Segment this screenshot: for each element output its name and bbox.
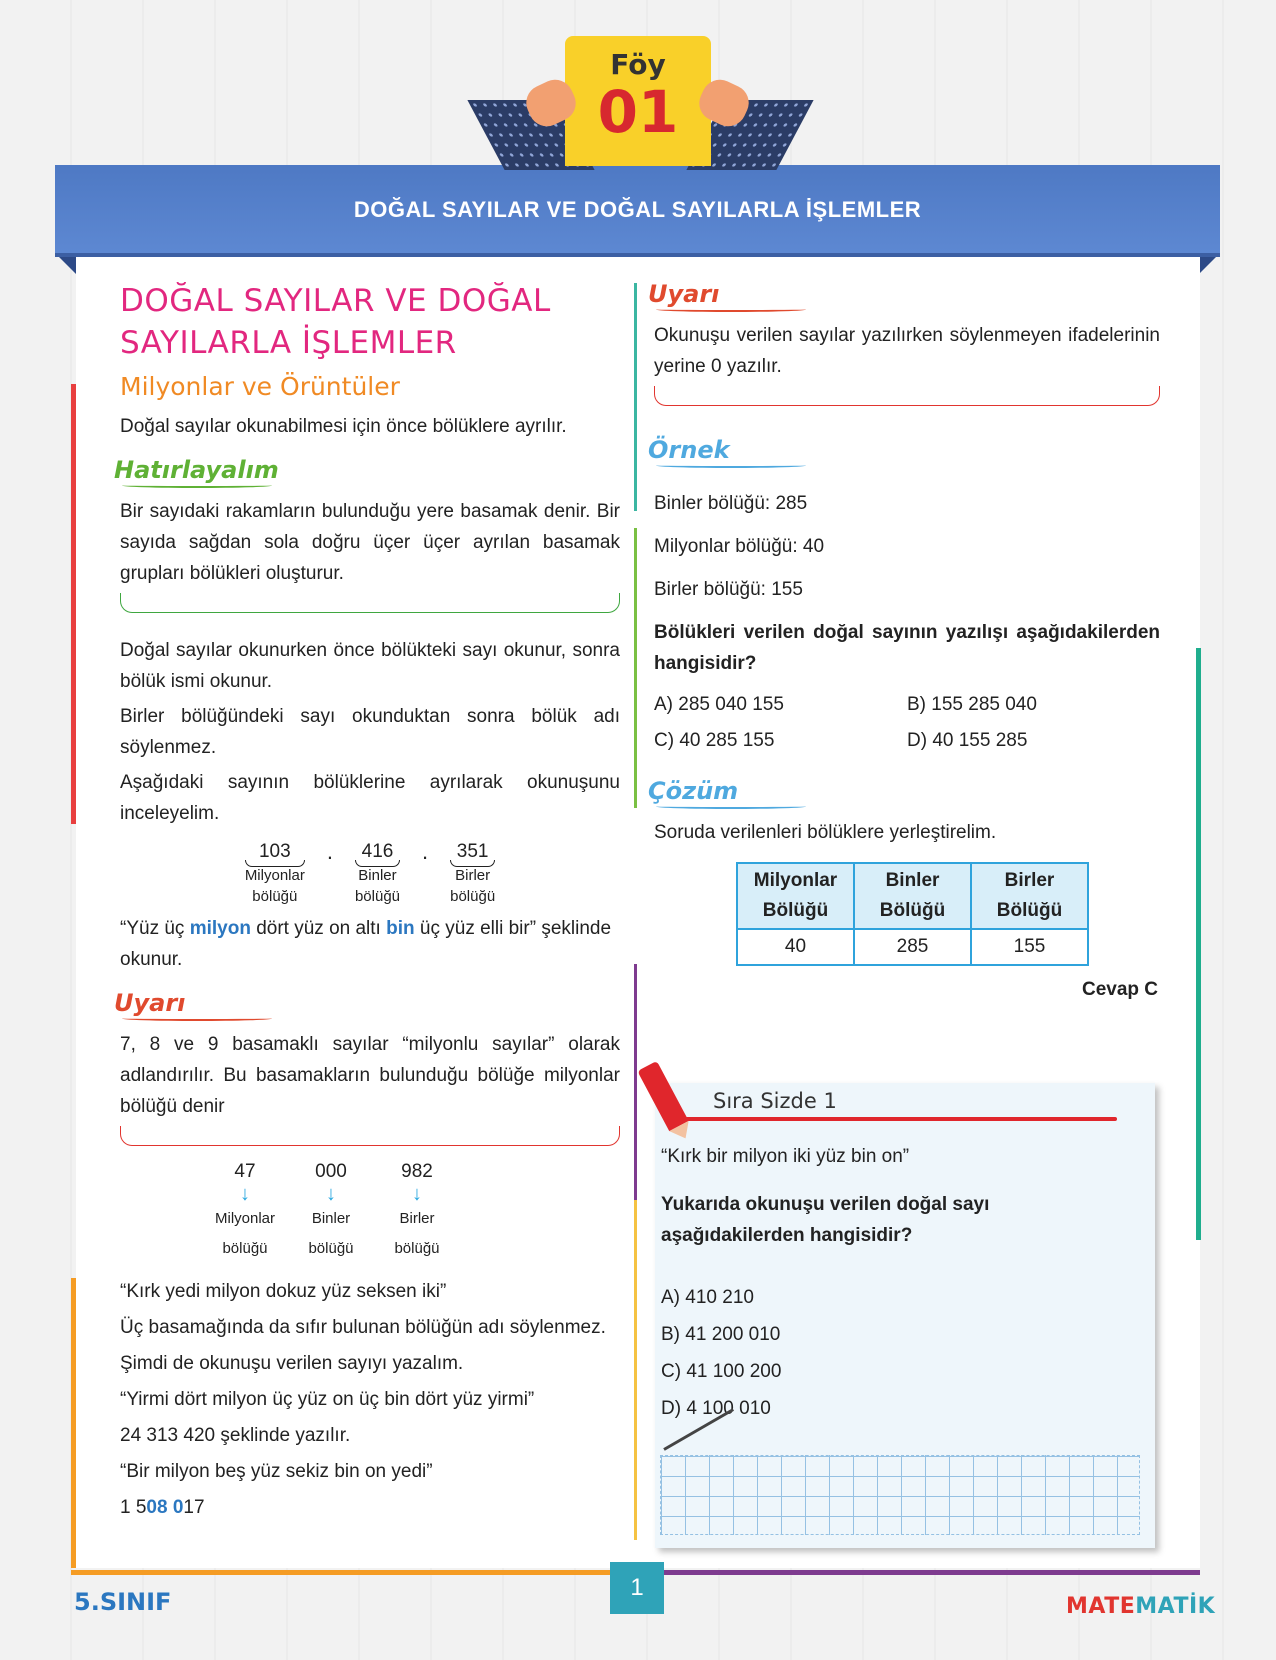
intro-text: Doğal sayılar okunabilmesi için önce bölüklere ayrılır. <box>120 416 567 437</box>
hatirlayalim-label: Hatırlayalım <box>114 456 279 484</box>
left-column <box>114 280 620 1526</box>
column-divider-3 <box>634 964 637 1204</box>
down-arrow-icon: ↓ <box>326 1183 336 1205</box>
group-number: 103 <box>245 839 305 865</box>
arrow-group-number: 47 <box>234 1161 256 1182</box>
accent-bar-red <box>71 384 76 824</box>
group-number: 416 <box>355 839 400 865</box>
group-sub: bölüğü <box>252 888 298 905</box>
sira-option-b: B) 41 200 010 <box>661 1324 781 1345</box>
foy-badge <box>565 36 711 166</box>
example-line-3: Şimdi de okunuşu verilen sayıyı yazalım. <box>120 1353 464 1374</box>
arrow-group-name: Milyonlar <box>215 1210 276 1227</box>
bolukler-table <box>736 862 1089 966</box>
column-divider-1 <box>634 283 637 511</box>
hatirlayalim-bracket <box>120 593 620 613</box>
sira-option-a: A) 410 210 <box>661 1287 754 1308</box>
group-millions <box>245 839 305 907</box>
answer: Cevap C <box>1081 979 1158 1000</box>
foy-number: 01 <box>597 78 679 146</box>
hatirlayalim-text: Bir sayıdaki rakamların bulunduğu yere basamak denir. Bir sayıda sağdan sola doğru üçer üçer ayrılan basamak grupları bölükleri oluşturur. <box>120 501 620 584</box>
column-divider-2 <box>634 528 637 808</box>
group-separator: . <box>326 839 333 864</box>
arrow-group-name: Binler <box>311 1210 351 1227</box>
sira-sizde-title: Sıra Sizde 1 <box>713 1089 837 1113</box>
arrow-group-number: 000 <box>315 1161 347 1182</box>
reading-part: “Yüz üç <box>120 918 190 939</box>
table-header: Birler Bölüğü <box>971 863 1088 929</box>
foy-label: Föy <box>610 48 666 81</box>
example-line-4: “Yirmi dört milyon üç yüz on üç bin dört yüz yirmi” <box>120 1389 535 1410</box>
grade-label: 5.SINIF <box>74 1588 172 1616</box>
paragraph-1: Doğal sayılar okunurken önce bölükteki sayı okunur, sonra bölük ismi okunur. <box>120 640 620 692</box>
group-separator: . <box>422 839 429 864</box>
example-line-5: 24 313 420 şeklinde yazılır. <box>120 1425 351 1446</box>
arrow-group-number: 982 <box>401 1161 433 1182</box>
footer-line-right <box>664 1570 1200 1575</box>
arrow-group-sub: bölüğü <box>222 1240 268 1257</box>
table-header: Binler Bölüğü <box>854 863 971 929</box>
example-line-1: “Kırk yedi milyon dokuz yüz seksen iki” <box>120 1281 447 1302</box>
option-a: A) 285 040 155 <box>654 694 784 715</box>
reading-part: dört yüz on altı <box>250 918 387 939</box>
paragraph-2: Birler bölüğündeki sayı okunduktan sonra bölük adı söylenmez. <box>120 706 620 758</box>
reading-text <box>120 913 620 975</box>
group-name: Binler <box>358 867 397 884</box>
brand-label: MATEMATİK <box>1066 1594 1216 1619</box>
sira-option-d: D) 4 100 010 <box>661 1398 771 1419</box>
scratch-grid <box>660 1455 1140 1535</box>
sira-question: Yukarıda okunuşu verilen doğal sayı aşağıdakilerden hangisidir? <box>661 1194 990 1246</box>
group-thousands <box>355 839 400 907</box>
group-example <box>120 839 620 907</box>
arrow-group-name: Birler <box>399 1210 435 1227</box>
paragraph-3: Aşağıdaki sayının bölüklerine ayrılarak okunuşunu inceleyelim. <box>120 772 620 824</box>
table-header: Milyonlar Bölüğü <box>737 863 854 929</box>
option-d: D) 40 155 285 <box>907 730 1028 751</box>
down-arrow-icon: ↓ <box>240 1183 250 1205</box>
title-banner <box>55 165 1220 253</box>
example-result <box>120 1490 620 1526</box>
sira-options <box>661 1279 781 1427</box>
given-1: Binler bölüğü: 285 <box>654 493 808 514</box>
group-sub: bölüğü <box>450 888 496 905</box>
cozum-text: Soruda verilenleri bölüklere yerleştirelim. <box>654 822 997 843</box>
uyari-label-right: Uyarı <box>648 280 720 308</box>
main-title-line1: DOĞAL SAYILAR VE DOĞAL <box>120 283 551 319</box>
arrow-group <box>387 1160 447 1264</box>
result-highlight: 08 <box>146 1497 168 1518</box>
example-line-6: “Bir milyon beş yüz sekiz bin on yedi” <box>120 1461 433 1482</box>
options <box>654 691 1160 755</box>
cozum-label: Çözüm <box>648 777 739 805</box>
reading-bin: bin <box>386 918 415 939</box>
uyari-text-right: Okunuşu verilen sayılar yazılırken söylenmeyen ifadelerinin yerine 0 yazılır. <box>654 325 1160 377</box>
table-cell: 40 <box>737 929 854 965</box>
arrow-group <box>301 1160 361 1264</box>
given-2: Milyonlar bölüğü: 40 <box>654 536 825 557</box>
example-line-2: Üç basamağında da sıfır bulunan bölüğün adı söylenmez. <box>120 1317 606 1338</box>
page-number: 1 <box>610 1562 664 1614</box>
result-part: 1 5 <box>120 1497 147 1518</box>
table-cell: 155 <box>971 929 1088 965</box>
option-b: B) 155 285 040 <box>907 694 1037 715</box>
option-c: C) 40 285 155 <box>654 730 775 751</box>
right-column <box>648 280 1160 1005</box>
question: Bölükleri verilen doğal sayının yazılışı aşağıdakilerden hangisidir? <box>654 622 1160 674</box>
reading-part: üç yüz elli bir” şeklinde okunur. <box>120 918 612 970</box>
footer-line-left <box>71 1570 611 1575</box>
reading-milyon: milyon <box>189 918 251 939</box>
result-highlight: 0 <box>172 1497 184 1518</box>
group-sub: bölüğü <box>354 888 400 905</box>
ornek-label: Örnek <box>648 436 730 464</box>
main-title-line2: SAYILARLA İŞLEMLER <box>120 325 457 361</box>
given-3: Birler bölüğü: 155 <box>654 579 803 600</box>
uyari-bracket-right <box>654 386 1160 406</box>
subtitle: Milyonlar ve Örüntüler <box>120 372 400 401</box>
sira-quote: “Kırk bir milyon iki yüz bin on” <box>661 1146 910 1167</box>
group-number: 351 <box>450 839 495 865</box>
uyari-bracket <box>120 1126 620 1146</box>
table-cell: 285 <box>854 929 971 965</box>
uyari-text: 7, 8 ve 9 basamaklı sayılar “milyonlu sayılar” olarak adlandırılır. Bu basamakların bulunduğu bölüğe milyonlar bölüğü denir <box>120 1034 620 1117</box>
result-part: 17 <box>183 1497 205 1518</box>
group-ones <box>450 839 495 907</box>
sira-sizde-underline <box>685 1117 1117 1121</box>
uyari-label: Uyarı <box>114 989 186 1017</box>
group-name: Birler <box>455 867 491 884</box>
accent-bar-orange <box>71 1278 76 1568</box>
group-name: Milyonlar <box>244 867 305 884</box>
arrow-group-sub: bölüğü <box>308 1240 354 1257</box>
column-divider-4 <box>634 1200 637 1540</box>
arrow-group <box>215 1160 275 1264</box>
down-arrow-icon: ↓ <box>412 1183 422 1205</box>
arrow-group-sub: bölüğü <box>394 1240 440 1257</box>
sira-option-c: C) 41 100 200 <box>661 1361 782 1382</box>
arrow-example <box>215 1160 620 1264</box>
banner-title: DOĞAL SAYILAR VE DOĞAL SAYILARLA İŞLEMLER <box>353 197 922 222</box>
accent-bar-teal <box>1196 648 1201 1240</box>
